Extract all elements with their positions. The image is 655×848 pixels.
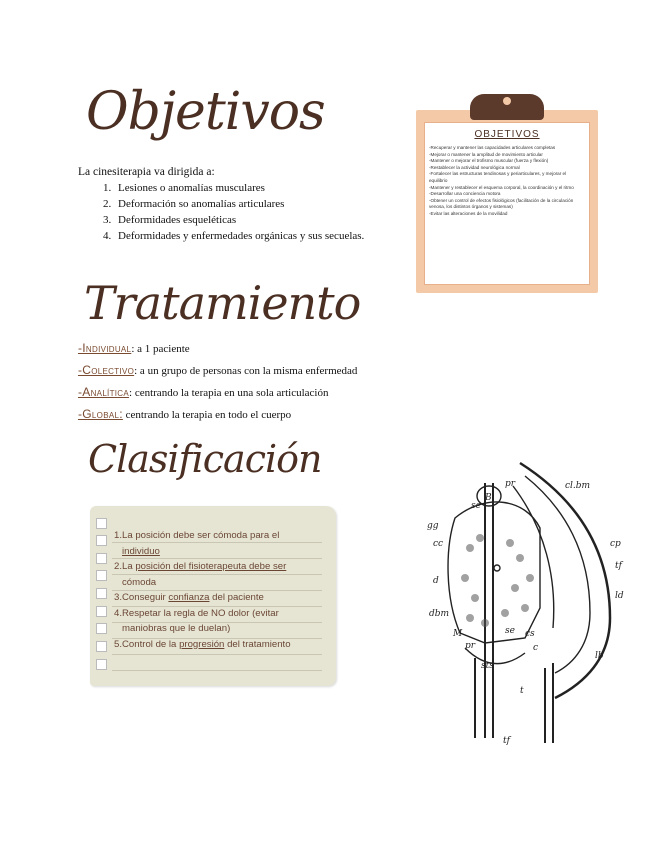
figure-label: d [433, 576, 439, 586]
figure-label: tf [615, 561, 622, 571]
item-text: del paciente [209, 592, 264, 603]
list-item: 4. Deformidades y enfermedades orgánicas y sus secuelas. [114, 228, 364, 244]
list-item: 1. Lesiones o anomalías musculares [114, 180, 364, 196]
list-item: maniobras que le duelan) [122, 623, 231, 634]
figure-label: c [533, 643, 539, 653]
figure-label: B [485, 493, 492, 503]
figure-label: se [471, 501, 481, 511]
clipboard-line: -Obtener un control de efectos fisiológicos (facilitación de la circulación venosa, los distintos órganos y sistemas) [429, 197, 574, 210]
figure-label: cp [610, 539, 621, 549]
underlined-text: posición del fisioterapeuta debe ser [135, 561, 287, 572]
item-text: del tratamiento [224, 638, 291, 650]
anatomical-illustration [425, 458, 640, 753]
figure-label: pr [465, 641, 476, 651]
figure-label: cl.bm [565, 481, 591, 491]
item-text: 5.Control de la [114, 638, 180, 650]
item-text: 2.La [114, 561, 136, 572]
figure-label: ld [615, 591, 624, 601]
list-item: 4.Respetar la regla de NO dolor (evitar [114, 607, 279, 619]
underlined-text: confianza [168, 592, 210, 603]
tratamiento-keyword: -Individual [78, 341, 132, 355]
figure-label: se [505, 626, 515, 636]
figure-label: lb [595, 651, 604, 661]
figure-label: tf [503, 736, 510, 746]
clipboard-line: -Mejorar o mantener la amplitud de movimiento articular [429, 151, 543, 157]
tratamiento-keyword: -Global: [78, 407, 123, 421]
tratamiento-individual [78, 341, 190, 355]
clasificacion-note [90, 506, 336, 686]
objetivos-list [96, 180, 364, 244]
clipboard-clip [470, 94, 544, 120]
clipboard-title: OBJETIVOS [474, 129, 540, 140]
tratamiento-text: : a 1 paciente [131, 343, 190, 355]
tratamiento-analitica [78, 385, 328, 399]
list-item: 3. Deformidades esqueléticas [114, 212, 364, 228]
list-item [114, 590, 324, 606]
clipboard-paper [424, 122, 590, 285]
objetivos-intro: La cinesiterapia va dirigida a: [78, 166, 215, 178]
figure-label: cc [433, 539, 444, 549]
tratamiento-colectivo [78, 363, 357, 377]
clipboard-line: -Restablecer la actividad neurológica normal [429, 164, 520, 170]
clipboard-lines [429, 145, 585, 218]
tratamiento-keyword: -Colectivo [78, 363, 135, 377]
clasificacion-list [114, 528, 324, 652]
tratamiento-heading: Tratamiento [84, 276, 361, 330]
tratamiento-text: centrando la terapia en todo el cuerpo [122, 409, 292, 421]
list-item [114, 544, 324, 560]
item-text: 3.Conseguir [114, 592, 169, 603]
figure-label: gg [427, 521, 439, 531]
figure-label: cs [525, 629, 535, 639]
tratamiento-keyword: -Analítica [78, 385, 130, 399]
tratamiento-text: : a un grupo de personas con la misma enfermedad [134, 365, 358, 377]
clipboard-line: -Desarrollar una conciencia motora [429, 191, 501, 197]
tratamiento-global [78, 407, 291, 421]
objetivos-heading: Objetivos [86, 82, 325, 142]
underlined-text: progresión [179, 638, 225, 650]
list-item [114, 559, 324, 575]
tratamiento-text: : centrando la terapia en una sola articulación [129, 387, 329, 399]
list-item: cómoda [122, 576, 157, 588]
clipboard-line: -Mantener o mejorar el trofismo muscular (fuerza y flexión) [429, 158, 549, 164]
list-item: 1.La posición debe ser cómoda para el [114, 530, 280, 541]
figure-label: sts [481, 661, 494, 671]
underlined-text: individuo [122, 545, 160, 557]
clipboard-line: -Recuperar y mantener las capacidades articulares completas [429, 145, 556, 150]
clipboard-line: -Fortalecer las estructuras tendinosas y periarticulares, y mejorar el equilibrio [429, 171, 567, 183]
clipboard-line: -Evitar las alteraciones de la movilidad [429, 210, 508, 216]
list-item: 2. Deformación so anomalías articulares [114, 196, 364, 212]
list-item [114, 637, 324, 653]
clipboard-note [416, 110, 598, 293]
figure-label: t [520, 686, 524, 696]
clasificacion-heading: Clasificación [88, 437, 322, 481]
figure-label: pr [505, 479, 516, 489]
figure-label: M [453, 629, 463, 639]
figure-label: dbm [429, 609, 450, 619]
clipboard-line: -Mantener y restablecer el esquema corporal, la coordinación y el ritmo [429, 184, 574, 190]
